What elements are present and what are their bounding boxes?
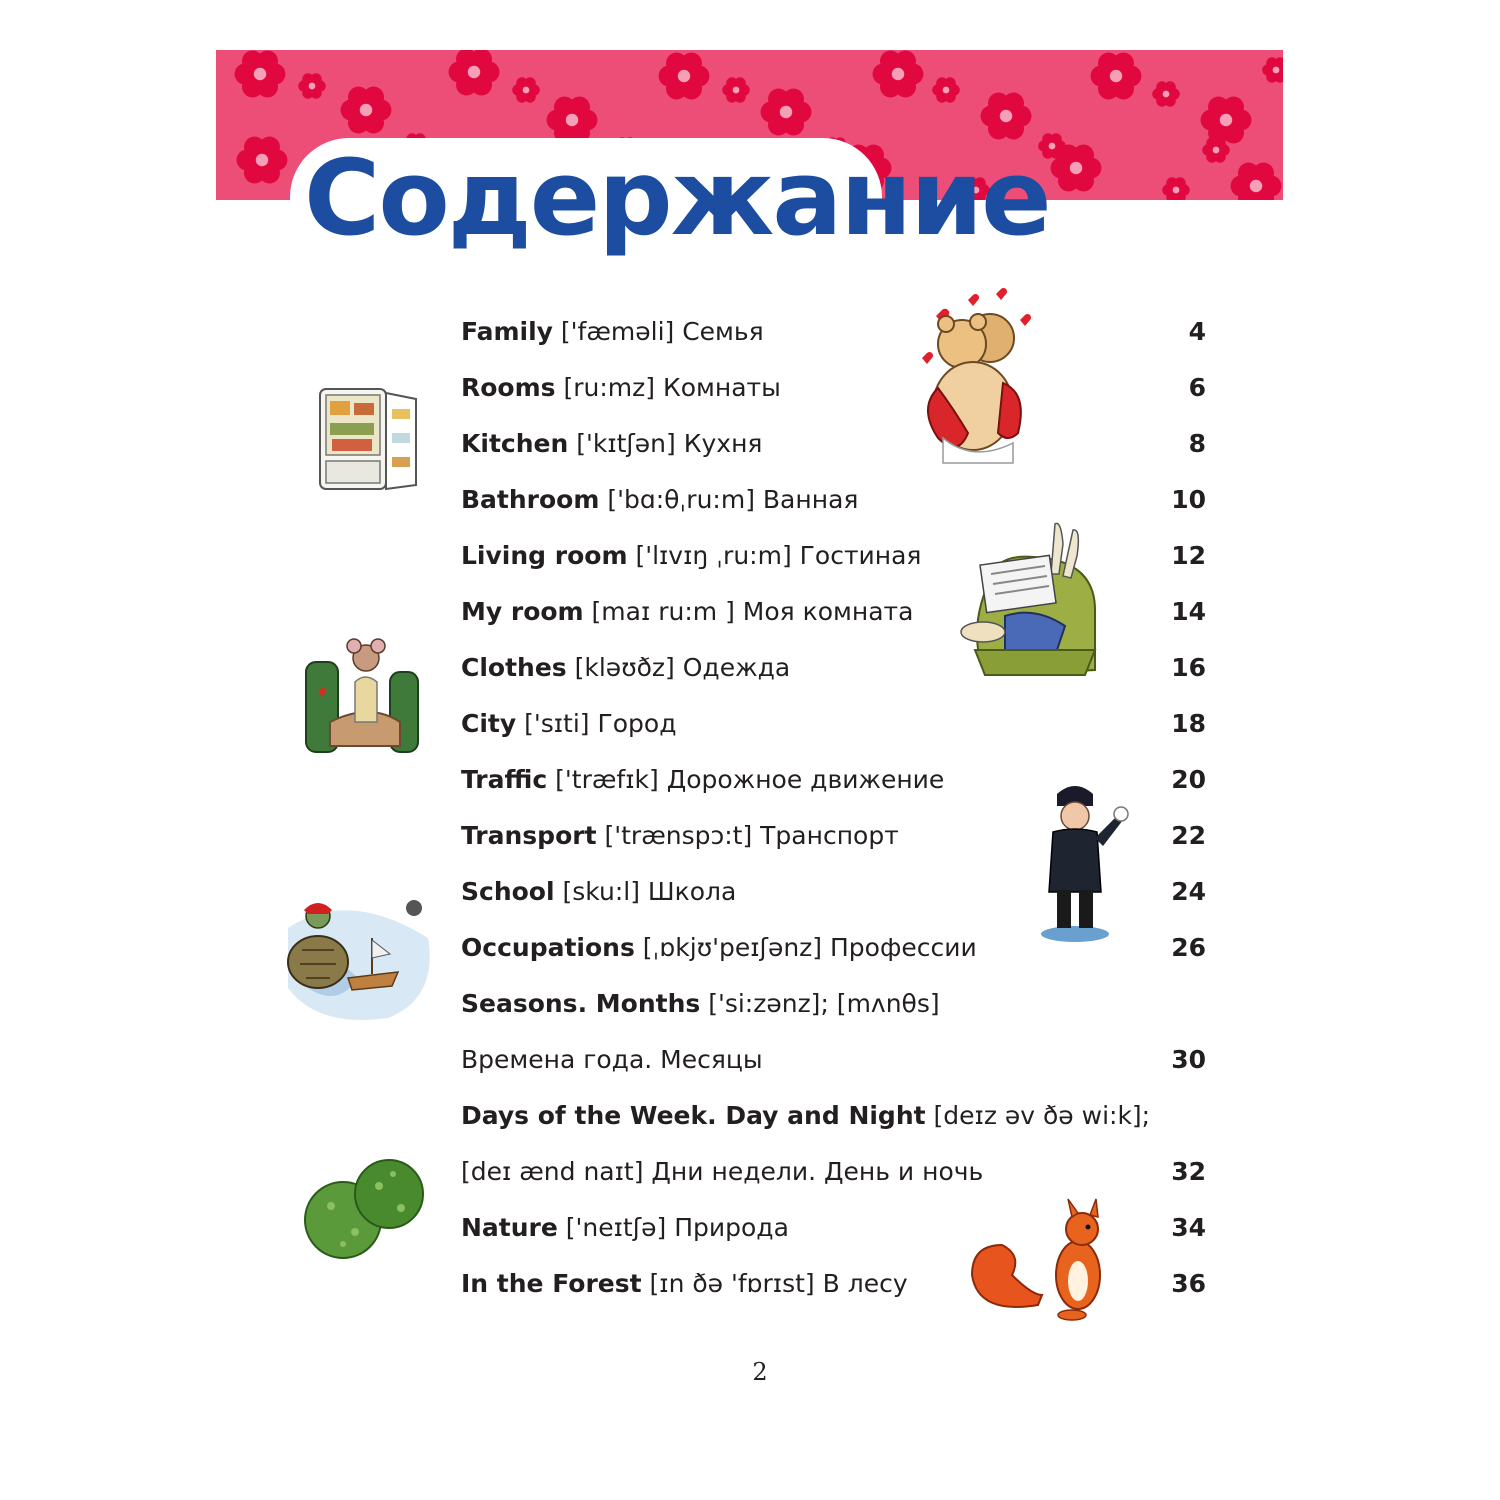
toc-page: 22 xyxy=(1171,821,1206,850)
toc-translation: ['si:zənz]; [mʌnθs] xyxy=(700,989,940,1018)
flower-icon xyxy=(341,87,392,134)
flower-icon xyxy=(1152,81,1180,106)
flower-icon xyxy=(1201,97,1252,144)
flower-icon xyxy=(1231,163,1282,200)
toc-english: Days of the Week. Day and Night xyxy=(461,1101,926,1130)
toc-translation: ['træfɪk] Дорожное движение xyxy=(547,765,945,794)
flower-icon xyxy=(235,51,286,98)
toc-row[interactable] xyxy=(461,1144,1206,1200)
turtle-boat-illustration xyxy=(278,888,433,1023)
toc-translation: ['sɪti] Город xyxy=(516,709,677,738)
toc-page: 20 xyxy=(1171,765,1206,794)
toc-english: City xyxy=(461,709,517,738)
title-block xyxy=(290,128,1050,268)
toc-translation: [deɪz əv ðə wi:k]; xyxy=(925,1101,1151,1130)
toc-english: Clothes xyxy=(461,653,567,682)
toc-page: 4 xyxy=(1188,317,1206,346)
refrigerator-illustration xyxy=(318,385,423,495)
flower-icon xyxy=(659,53,710,100)
toc-english: Transport xyxy=(461,821,597,850)
toc-translation: ['lɪvɪŋ ˌru:m] Гостиная xyxy=(627,541,922,570)
page-title: Содержание xyxy=(304,137,1050,259)
toc-english: Traffic xyxy=(461,765,548,794)
policeman-illustration xyxy=(1035,780,1130,945)
toc-english: Living room xyxy=(461,541,628,570)
squirrel-illustration xyxy=(968,1195,1123,1325)
flower-icon xyxy=(932,77,960,102)
toc-translation: [sku:l] Школа xyxy=(554,877,737,906)
flower-icon xyxy=(298,73,326,98)
toc-page: 32 xyxy=(1171,1157,1206,1186)
flower-icon xyxy=(873,51,924,98)
toc-translation: [deɪ ænd naɪt] Дни недели. День и ночь xyxy=(461,1157,984,1186)
toc-translation: [ɪn ðə 'fɒrɪst] В лесу xyxy=(641,1269,908,1298)
flower-icon xyxy=(237,137,288,184)
toc-page: 18 xyxy=(1171,709,1206,738)
toc-translation: [ˌɒkjʊ'peɪʃənz] Профессии xyxy=(634,933,977,962)
flower-icon xyxy=(449,50,500,95)
toc-english: Bathroom xyxy=(461,485,600,514)
toc-row[interactable] xyxy=(461,696,1206,752)
toc-page: 8 xyxy=(1188,429,1206,458)
toc-translation: [ru:mz] Комнаты xyxy=(555,373,781,402)
teddy-bears-illustration xyxy=(908,288,1033,468)
rabbit-armchair-illustration xyxy=(955,520,1110,680)
toc-page: 14 xyxy=(1171,597,1206,626)
toc-translation: ['bɑ:θˌru:m] Ванная xyxy=(599,485,859,514)
toc-translation: ['neɪtʃə] Природа xyxy=(557,1213,789,1242)
toc-row[interactable] xyxy=(461,1088,1206,1144)
toc-page: 34 xyxy=(1171,1213,1206,1242)
toc-translation: Времена года. Месяцы xyxy=(461,1045,763,1074)
toc-page: 16 xyxy=(1171,653,1206,682)
toc-row[interactable] xyxy=(461,416,1206,472)
toc-english: Seasons. Months xyxy=(461,989,701,1018)
flower-icon xyxy=(1262,57,1283,82)
flower-icon xyxy=(1091,53,1142,100)
flower-icon xyxy=(722,77,750,102)
toc-row[interactable] xyxy=(461,360,1206,416)
toc-row[interactable] xyxy=(461,976,1206,1032)
toc-row[interactable] xyxy=(461,1032,1206,1088)
toc-english: Nature xyxy=(461,1213,558,1242)
flower-icon xyxy=(1202,137,1230,162)
toc-page: 6 xyxy=(1188,373,1206,402)
page-number: 2 xyxy=(752,1358,768,1386)
toc-english: Family xyxy=(461,317,553,346)
toc-page: 26 xyxy=(1171,933,1206,962)
toc-page: 24 xyxy=(1171,877,1206,906)
toc-page: 36 xyxy=(1171,1269,1206,1298)
toc-translation: ['trænspɔ:t] Транспорт xyxy=(596,821,899,850)
mouse-bed-illustration xyxy=(300,622,425,757)
toc-english: Kitchen xyxy=(461,429,569,458)
toc-english: Rooms xyxy=(461,373,556,402)
bushes-illustration xyxy=(303,1150,428,1265)
toc-translation: [kləʊðz] Одежда xyxy=(566,653,791,682)
flower-icon xyxy=(1162,177,1190,200)
toc-row[interactable] xyxy=(461,304,1206,360)
toc-page: 30 xyxy=(1171,1045,1206,1074)
toc-translation: [maɪ ru:m ] Моя комната xyxy=(583,597,914,626)
toc-translation: ['fæməli] Семья xyxy=(552,317,764,346)
toc-english: School xyxy=(461,877,555,906)
flower-icon xyxy=(512,77,540,102)
toc-english: In the Forest xyxy=(461,1269,642,1298)
toc-page: 10 xyxy=(1171,485,1206,514)
toc-english: Occupations xyxy=(461,933,635,962)
toc-page: 12 xyxy=(1171,541,1206,570)
toc-english: My room xyxy=(461,597,584,626)
toc-translation: ['kɪtʃən] Кухня xyxy=(568,429,763,458)
